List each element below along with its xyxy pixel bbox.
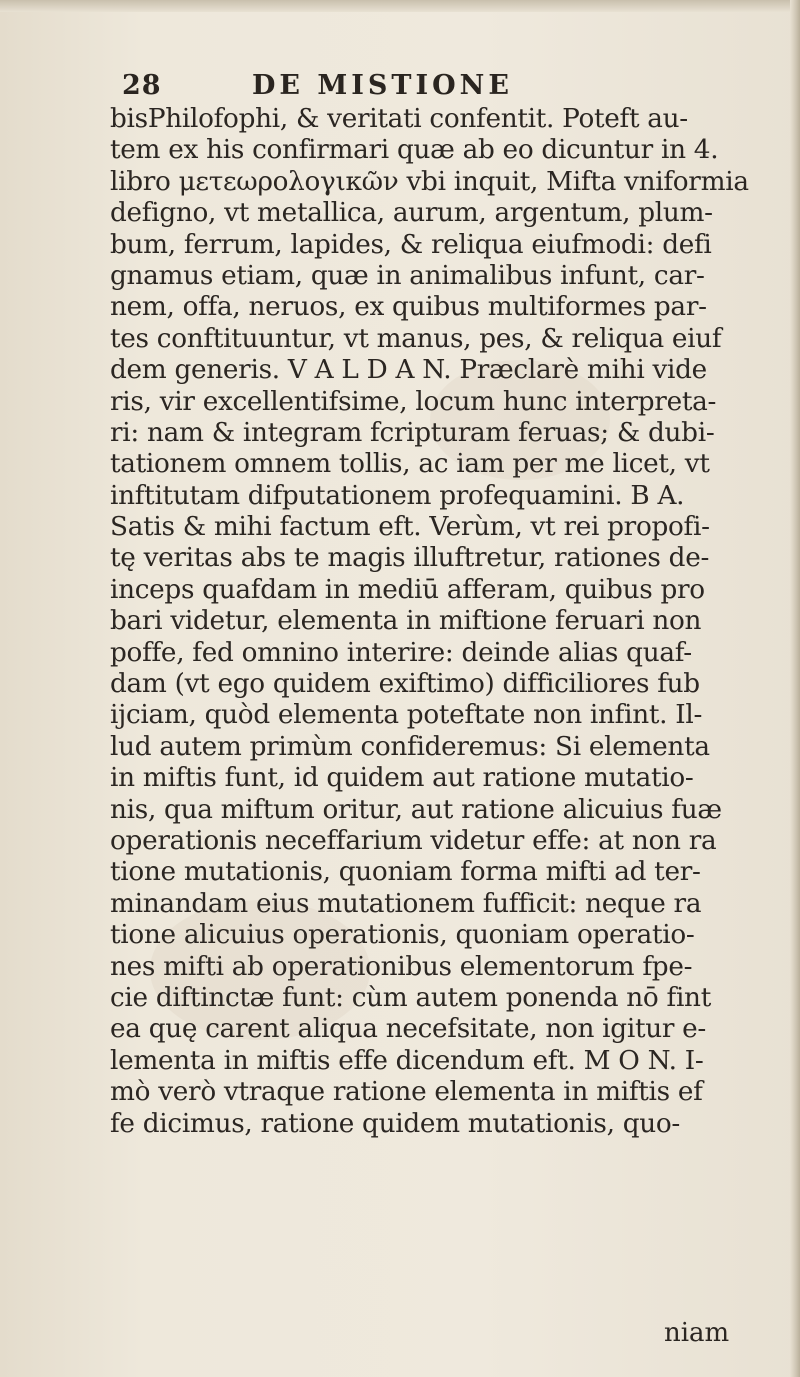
text-line: bari videtur, elementa in miftione feruari non <box>110 606 702 637</box>
text-line: inceps quafdam in mediū afferam, quibus pro <box>110 574 705 605</box>
page-number: 28 <box>122 70 162 101</box>
text-line: tione mutationis, quoniam forma mifti ad ter- <box>110 857 701 888</box>
text-line: ri: nam & integram fcripturam feruas; & dubi- <box>110 417 715 448</box>
text-line: tationem omnem tollis, ac iam per me licet, vt <box>110 449 710 480</box>
text-line: tem ex his confirmari quæ ab eo dicuntur in 4. <box>110 135 719 166</box>
text-line: ris, vir excellentifsime, locum hunc interpreta- <box>110 386 717 417</box>
running-head <box>122 70 682 102</box>
text-line: lementa in miftis effe dicendum eft. M O N. I- <box>110 1045 704 1076</box>
text-line: in miftis funt, id quidem aut ratione mutatio- <box>110 763 694 794</box>
text-line: libro μετεωρολογικῶν vbi inquit, Mifta vniformia <box>110 166 749 197</box>
text-line: inftitutam difputationem profequamini. B A. <box>110 480 685 511</box>
catchword: niam <box>664 1318 730 1348</box>
text-line: operationis neceffarium videtur effe: at non ra <box>110 825 717 856</box>
text-line: gnamus etiam, quæ in animalibus infunt, car- <box>110 260 705 291</box>
text-line: lud autem primùm confideremus: Si elementa <box>110 731 710 762</box>
text-line: Satis & mihi factum eft. Verùm, vt rei propofi- <box>110 512 710 543</box>
text-line: tę veritas abs te magis illuftretur, rationes de- <box>110 543 710 574</box>
text-line: cie diftinctæ funt: cùm autem ponenda nō fint <box>110 982 711 1013</box>
text-line: ijciam, quòd elementa poteftate non infint. Il- <box>110 700 703 731</box>
text-line: tione alicuius operationis, quoniam operatio- <box>110 920 695 951</box>
body-text <box>110 104 800 1140</box>
text-line: poffe, fed omnino interire: deinde alias quaf- <box>110 637 692 668</box>
text-line: nis, qua miftum oritur, aut ratione alicuius fuæ <box>110 794 722 825</box>
text-line: bisPhilofophi, & veritati confentit. Poteft au- <box>110 104 688 134</box>
text-line: ea quę carent aliqua necefsitate, non igitur e- <box>110 1014 707 1045</box>
text-line: mò verò vtraque ratione elementa in miftis ef <box>110 1077 703 1108</box>
text-line: bum, ferrum, lapides, & reliqua eiufmodi: defi <box>110 229 712 260</box>
text-line: minandam eius mutationem fufficit: neque ra <box>110 888 702 919</box>
text-line: fe dicimus, ratione quidem mutationis, quo- <box>110 1108 680 1139</box>
text-line: tes conftituuntur, vt manus, pes, & reliqua eiuf <box>110 323 722 354</box>
text-line: defigno, vt metallica, aurum, argentum, plum- <box>110 198 713 229</box>
text-line: nes mifti ab operationibus elementorum fpe- <box>110 951 693 982</box>
text-line: dam (vt ego quidem exiftimo) difficiliores fub <box>110 669 700 700</box>
text-line: dem generis. V A L D A N. Præclarè mihi vide <box>110 355 707 386</box>
page-top-edge <box>0 0 800 12</box>
running-title: DE MISTIONE <box>252 70 513 101</box>
text-line: nem, offa, neruos, ex quibus multiformes par- <box>110 292 707 323</box>
